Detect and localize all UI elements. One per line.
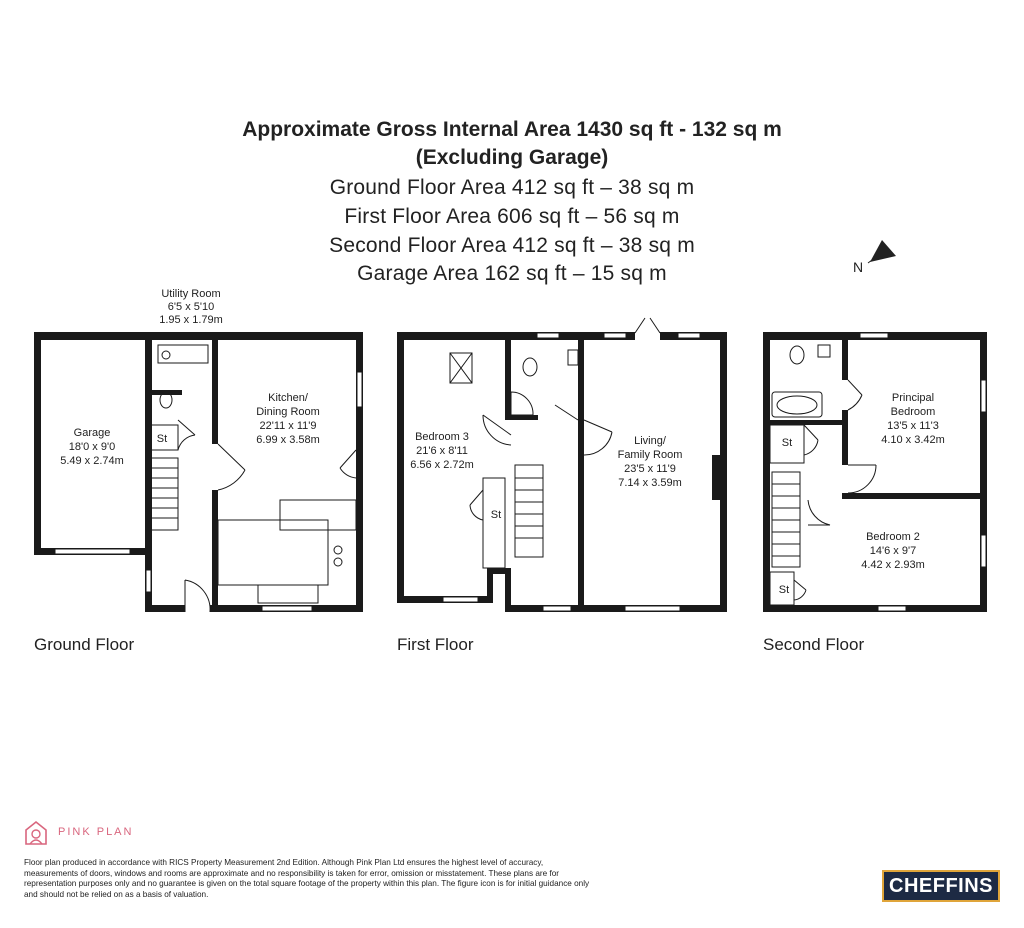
bedroom2-dims-metric: 4.42 x 2.93m [861, 559, 925, 571]
living-dims-metric: 7.14 x 3.59m [618, 477, 682, 489]
garage-dims-metric: 5.49 x 2.74m [60, 455, 124, 467]
area-title: Approximate Gross Internal Area 1430 sq ft - 132 sq m [242, 118, 782, 141]
compass-icon [853, 240, 896, 275]
st-label: St [156, 433, 168, 445]
kitchen-dims-imperial: 22'11 x 11'9 [259, 420, 317, 432]
utility-room-name: Utility Room [161, 288, 221, 300]
utility-room-dims-imperial: 6'5 x 5'10 [167, 301, 215, 313]
bedroom3-dims-imperial: 21'6 x 8'11 [416, 445, 468, 457]
first-floor-label: First Floor [397, 635, 474, 654]
principal-name-line1: Principal [891, 392, 935, 404]
living-dims-imperial: 23'5 x 11'9 [624, 463, 676, 475]
garage-area: Garage Area 162 sq ft – 15 sq m [357, 262, 667, 285]
kitchen-name-line1: Kitchen/ [268, 392, 308, 404]
cheffins-logo: CHEFFINS [882, 870, 1000, 902]
first-floor-area: First Floor Area 606 sq ft – 56 sq m [344, 205, 680, 228]
disclaimer-text: Floor plan produced in accordance with RICS Property Measurement 2nd Edition. Although Pink Plan Ltd ensures the highest level of accuracy, measurements of doors, windows and rooms are approximate and no responsibility is taken for error, omission or misstatement. These plans are for representation purposes only and no guarantee is given on the total square footage of the property within this plan. The figure icon is for initial guidance only and should not be relied on as a basis of valuation. [24, 858, 590, 899]
ground-floor-label: Ground Floor [34, 635, 135, 654]
bedroom2-name: Bedroom 2 [866, 531, 920, 543]
bedroom3-name: Bedroom 3 [415, 431, 469, 443]
area-subtitle: (Excluding Garage) [415, 146, 609, 169]
compass-label: N [853, 259, 864, 275]
kitchen-dims-metric: 6.99 x 3.58m [256, 434, 320, 446]
ground-floor-plan [34, 332, 363, 612]
st-label: St [778, 584, 790, 596]
living-name-line2: Family Room [617, 449, 683, 461]
bedroom2-dims-imperial: 14'6 x 9'7 [869, 545, 917, 557]
second-floor-label: Second Floor [763, 635, 865, 654]
living-name-line1: Living/ [634, 435, 666, 447]
kitchen-name-line2: Dining Room [256, 406, 320, 418]
garage-name: Garage [73, 427, 111, 439]
principal-name-line2: Bedroom [890, 406, 936, 418]
garage-dims-imperial: 18'0 x 9'0 [68, 441, 116, 453]
st-label: St [490, 509, 502, 521]
second-floor-area: Second Floor Area 412 sq ft – 38 sq m [329, 234, 695, 257]
st-label: St [781, 437, 793, 449]
pink-plan-brand: PINK PLAN [58, 826, 134, 838]
principal-dims-metric: 4.10 x 3.42m [881, 434, 945, 446]
pink-plan-logo-icon [26, 822, 46, 844]
ground-floor-area: Ground Floor Area 412 sq ft – 38 sq m [329, 176, 695, 199]
bedroom3-dims-metric: 6.56 x 2.72m [410, 459, 474, 471]
principal-dims-imperial: 13'5 x 11'3 [887, 420, 939, 432]
utility-room-dims-metric: 1.95 x 1.79m [159, 314, 223, 326]
